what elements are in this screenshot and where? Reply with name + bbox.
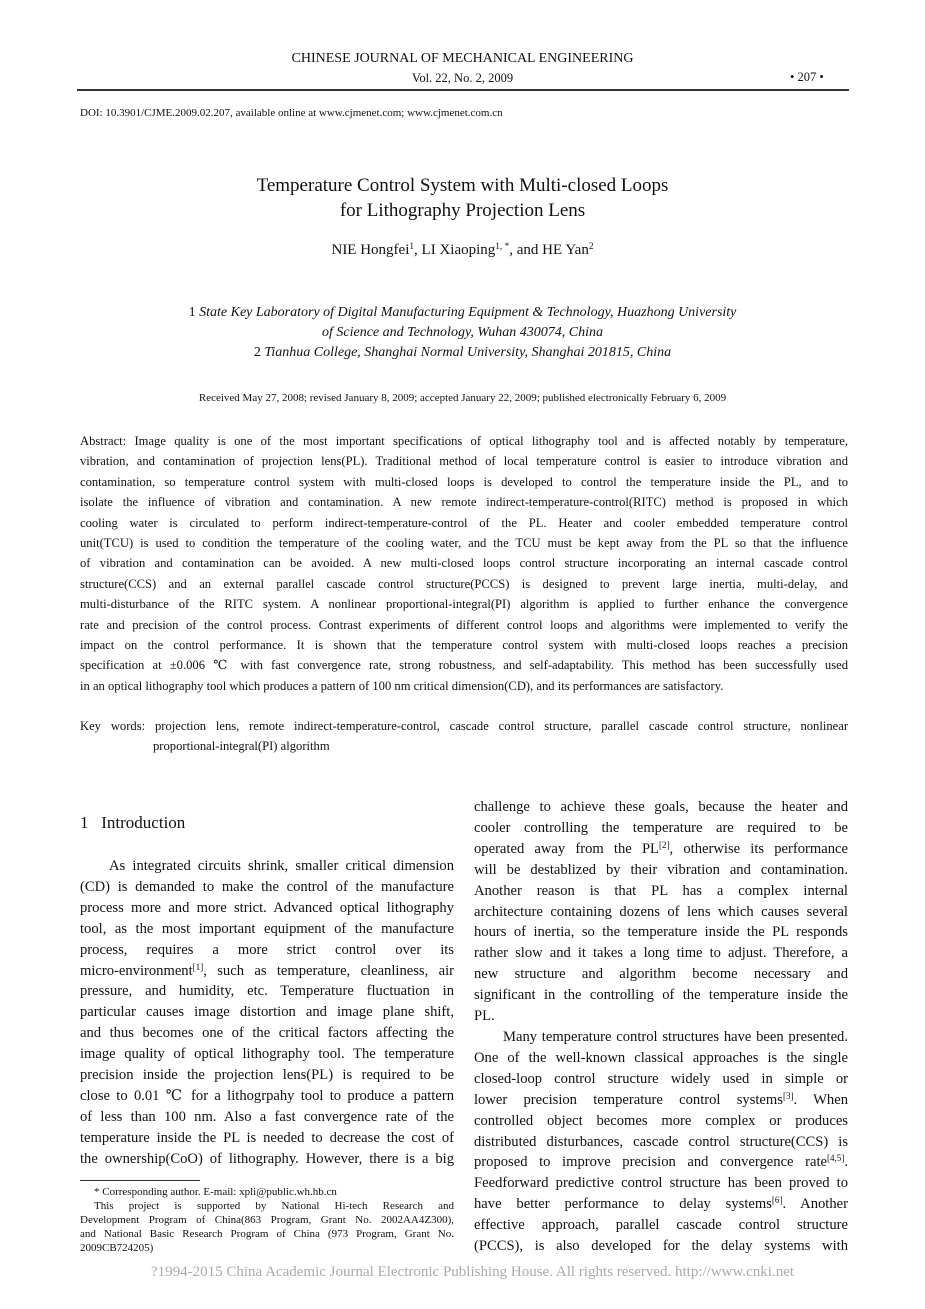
abstract-text: structure(CCS) and an external parallel cascade control structure(PCCS) is designed to prevent large inertia, multi-delay, and xyxy=(80,576,848,591)
body-text-line xyxy=(80,1023,454,1044)
title-line: for Lithography Projection Lens xyxy=(339,200,586,221)
text-segment: challenge to achieve these goals, because the heater and xyxy=(474,799,848,815)
body-text-line xyxy=(474,818,848,839)
author-separator: , and xyxy=(509,242,543,258)
text-segment: Another reason is that PL has a complex internal xyxy=(474,882,848,899)
section-number: 1 xyxy=(80,813,89,832)
footnote-line: This project is supported by National Hi-tech Research and xyxy=(94,1200,454,1212)
abstract-line xyxy=(80,492,848,512)
author-separator: , xyxy=(414,242,422,258)
citation-ref: [3] xyxy=(782,1090,794,1101)
body-text-line xyxy=(474,902,848,923)
keywords xyxy=(80,716,848,757)
journal-volume: Vol. 22, No. 2, 2009 xyxy=(411,71,514,85)
body-text-line xyxy=(474,881,848,902)
abstract-line xyxy=(80,451,848,471)
citation-ref: [1] xyxy=(192,961,204,972)
abstract-text: unit(TCU) is used to condition the temperature of the cooling water, and the TCU must be kept away from the PL so that the influence xyxy=(80,536,848,551)
abstract-text: isolate the influence of vibration and contamination. A new remote indirect-temperature-control(RITC) method is proposed in which xyxy=(80,495,848,510)
text-segment: significant in the controlling of the temperature inside the xyxy=(474,987,848,1004)
body-text-line xyxy=(474,964,848,985)
text-segment: particular causes image distortion and image plane shift, xyxy=(80,1004,454,1021)
keywords-text: proportional-integral(PI) algorithm xyxy=(153,739,330,754)
body-text-line xyxy=(474,860,848,881)
author-name: HE Yan xyxy=(542,242,589,258)
text-segment: new structure and algorithm become necessary and xyxy=(474,966,848,983)
body-text-line xyxy=(80,1044,454,1065)
body-text-line xyxy=(80,898,454,919)
body-text-line xyxy=(80,1149,454,1170)
copyright-footer: ?1994-2015 China Academic Journal Electronic Publishing House. All rights reserved. http://www.cnki.net xyxy=(150,1264,795,1280)
text-segment: . Another xyxy=(782,1196,848,1213)
abstract-text: cooling water is circulated to perform indirect-temperature-control of the PL. Heater and cooler embedded temperature control xyxy=(80,515,848,530)
text-segment: have better performance to delay systems xyxy=(474,1196,772,1213)
affiliation-number: 1 xyxy=(188,305,200,320)
text-segment: rather slow and it takes a long time to adjust. Therefore, a xyxy=(474,945,848,962)
body-text-line xyxy=(474,985,848,1006)
abstract-text: multi-disturbance of the RITC system. A nonlinear proportional-integral(PI) algorithm is applied to further enhance the convergence xyxy=(80,597,848,612)
text-segment: cooler controlling the temperature are required to be xyxy=(474,819,848,836)
abstract-text: vibration, and contamination of projection lens(PL). Traditional method of local temperature control is easier to introduce vibration and xyxy=(80,454,848,469)
text-segment: effective approach, parallel cascade control structure xyxy=(474,1217,848,1234)
keywords-label: Key words: xyxy=(80,719,155,733)
footnote-line: Development Program of China(863 Program, Grant No. 2002AA4Z300), xyxy=(80,1214,454,1226)
body-text-line xyxy=(80,940,454,961)
text-segment: Feedforward predictive control structure has been proved to xyxy=(474,1175,848,1192)
body-text-line xyxy=(474,922,848,943)
text-segment: of less than 100 nm. Also a fast convergence rate of the xyxy=(80,1108,454,1125)
footnotes xyxy=(80,1185,454,1255)
abstract-line xyxy=(80,676,848,696)
abstract-line xyxy=(80,513,848,533)
abstract-text: in an optical lithography tool which produces a pattern of 100 nm critical dimension(CD), and its performances are satisfactory. xyxy=(80,678,724,693)
abstract-line xyxy=(80,574,848,594)
body-text-line xyxy=(80,877,454,898)
abstract-line xyxy=(80,655,848,675)
author-name: NIE Hongfei xyxy=(331,242,410,258)
text-segment: As integrated circuits shrink, smaller critical dimension xyxy=(109,858,454,874)
text-segment: temperature inside the PL is needed to decrease the cost of xyxy=(80,1129,454,1146)
body-text-line xyxy=(474,1006,848,1027)
body-text-line xyxy=(474,1111,848,1132)
citation-ref: [2] xyxy=(658,839,670,850)
text-segment: (CD) is demanded to make the control of the manufacture xyxy=(80,878,454,895)
text-segment: PL. xyxy=(474,1008,495,1025)
text-segment: lower precision temperature control systems xyxy=(474,1091,783,1108)
section-heading xyxy=(80,813,185,833)
abstract-text: contamination, so temperature control system with multi-closed loops is developed to control the temperature inside the PL, and to xyxy=(80,474,848,489)
doi-line: DOI: 10.3901/CJME.2009.02.207, available online at www.cjmenet.com; www.cjmenet.com.cn xyxy=(80,107,503,119)
affiliation-line xyxy=(0,323,925,343)
body-text-line xyxy=(474,1173,848,1194)
affiliations xyxy=(0,303,925,363)
text-segment: process, requires a more strict control over its xyxy=(80,941,454,958)
body-text-line xyxy=(474,943,848,964)
text-segment: process more and more strict. Advanced optical lithography xyxy=(80,899,454,916)
text-segment: closed-loop control structure widely used in simple or xyxy=(474,1070,848,1087)
citation-ref: [6] xyxy=(771,1195,783,1206)
keywords-line xyxy=(80,736,848,756)
body-text-line xyxy=(80,856,454,877)
abstract-label: Abstract: xyxy=(80,434,135,448)
body-text-line xyxy=(80,1002,454,1023)
text-segment: and thus becomes one of the critical factors affecting the xyxy=(80,1025,454,1042)
text-segment: architecture containing dozens of lens which causes several xyxy=(474,903,848,920)
text-segment: operated away from the PL xyxy=(474,840,659,857)
section-title: Introduction xyxy=(101,813,186,832)
text-segment: tool, as the most important equipment of the manufacture xyxy=(80,920,454,937)
abstract-line xyxy=(80,553,848,573)
affiliation-number: 2 xyxy=(253,345,265,360)
text-segment: (PCCS), is also developed for the delay systems with xyxy=(474,1238,848,1255)
citation-ref: [4,5] xyxy=(827,1153,845,1164)
author-affiliation-mark: 1 xyxy=(409,241,415,252)
body-text-line xyxy=(80,1065,454,1086)
page-number: • 207 • xyxy=(790,70,824,84)
body-text-line xyxy=(474,1236,848,1257)
affiliation-text: of Science and Technology, Wuhan 430074, China xyxy=(321,325,603,340)
footnote-line: 2009CB724205) xyxy=(80,1242,154,1254)
left-column xyxy=(80,856,454,1170)
abstract-text: Image quality is one of the most important specifications of optical lithography tool and is affected notably by temperature, xyxy=(134,434,849,448)
abstract-text: specification at ±0.006 ℃ with fast convergence rate, strong robustness, and self-adaptability. This method has been successfully used xyxy=(80,658,848,673)
text-segment: Many temperature control structures have been presented. xyxy=(503,1028,848,1045)
body-text-line xyxy=(474,1132,848,1153)
abstract-text: impact on the control performance. It is shown that the temperature control system with multi-closed loops reaches a precision xyxy=(80,638,848,653)
abstract-line xyxy=(80,594,848,614)
abstract xyxy=(80,431,848,696)
body-text-line xyxy=(474,1090,848,1111)
affiliation-text: Tianhua College, Shanghai Normal University, Shanghai 201815, China xyxy=(264,345,672,360)
text-segment: One of the well-known classical approaches is the single xyxy=(474,1049,848,1066)
abstract-text: of vibration and contamination can be avoided. A new multi-closed loops control structure incorporating an internal cascade control xyxy=(80,556,848,571)
body-text-line xyxy=(80,1107,454,1128)
text-segment: , otherwise its performance xyxy=(669,840,848,857)
body-text-line xyxy=(80,1128,454,1149)
text-segment: will be destablized by their vibration and contamination. xyxy=(474,861,848,878)
received-dates: Received May 27, 2008; revised January 8, 2009; accepted January 22, 2009; published electronically February 6, 2009 xyxy=(198,392,727,404)
abstract-line xyxy=(80,615,848,635)
abstract-line xyxy=(80,431,848,451)
authors xyxy=(0,242,925,259)
text-segment: hours of inertia, so the temperature inside the PL responds xyxy=(474,924,848,941)
body-text-line xyxy=(474,797,848,818)
abstract-line xyxy=(80,533,848,553)
paper-title xyxy=(0,173,925,223)
text-segment: proposed to improve precision and convergence rate xyxy=(474,1154,827,1171)
author-affiliation-mark: 1, * xyxy=(495,241,510,252)
body-text-line xyxy=(474,1027,848,1048)
abstract-line xyxy=(80,472,848,492)
right-column xyxy=(474,797,848,1257)
text-segment: close to 0.01 ℃ for a lithogrpahy tool to produce a pattern xyxy=(80,1087,454,1104)
journal-name: CHINESE JOURNAL OF MECHANICAL ENGINEERING xyxy=(291,51,634,66)
body-text-line xyxy=(474,839,848,860)
text-segment: distributed disturbances, cascade control structure(CCS) is xyxy=(474,1133,848,1150)
affiliation-line xyxy=(0,343,925,363)
footnote-line: * Corresponding author. E-mail: xpli@public.wh.hb.cn xyxy=(94,1186,337,1198)
body-text-line xyxy=(80,981,454,1002)
keywords-line xyxy=(80,716,848,736)
abstract-line xyxy=(80,635,848,655)
text-segment: image quality of optical lithography tool. The temperature xyxy=(80,1046,454,1063)
text-segment: precision inside the projection lens(PL) is required to be xyxy=(80,1067,454,1084)
text-segment: pressure, and humidity, etc. Temperature fluctuation in xyxy=(80,983,454,1000)
body-text-line xyxy=(80,1086,454,1107)
header-rule xyxy=(77,89,849,91)
abstract-text: rate and precision of the control process. Contrast experiments of different control loops and algorithms were implemented to verify the xyxy=(80,617,848,632)
body-text-line xyxy=(80,919,454,940)
text-segment: , such as temperature, cleanliness, air xyxy=(203,962,454,979)
footnote-line: and National Basic Research Program of China (973 Program, Grant No. xyxy=(80,1228,454,1240)
title-line: Temperature Control System with Multi-closed Loops xyxy=(256,175,669,196)
body-text-line xyxy=(474,1215,848,1236)
affiliation-text: State Key Laboratory of Digital Manufacturing Equipment & Technology, Huazhong University xyxy=(199,305,737,320)
body-text-line xyxy=(474,1194,848,1215)
text-segment: controlled object becomes more complex or produces xyxy=(474,1112,848,1129)
body-text-line xyxy=(474,1048,848,1069)
text-segment: the ownership(CoO) of lithography. However, there is a big xyxy=(80,1150,454,1167)
author-affiliation-mark: 2 xyxy=(588,241,594,252)
footnote-rule xyxy=(80,1180,200,1181)
keywords-text: projection lens, remote indirect-temperature-control, cascade control structure, parallel cascade control structure, nonlinear xyxy=(154,719,849,733)
author-name: LI Xiaoping xyxy=(421,242,496,258)
affiliation-line xyxy=(0,303,925,323)
body-text-line xyxy=(474,1152,848,1173)
text-segment: micro-environment xyxy=(80,962,193,979)
text-segment: . xyxy=(844,1154,848,1171)
body-text-line xyxy=(474,1069,848,1090)
body-text-line xyxy=(80,961,454,982)
text-segment: . When xyxy=(793,1091,848,1108)
